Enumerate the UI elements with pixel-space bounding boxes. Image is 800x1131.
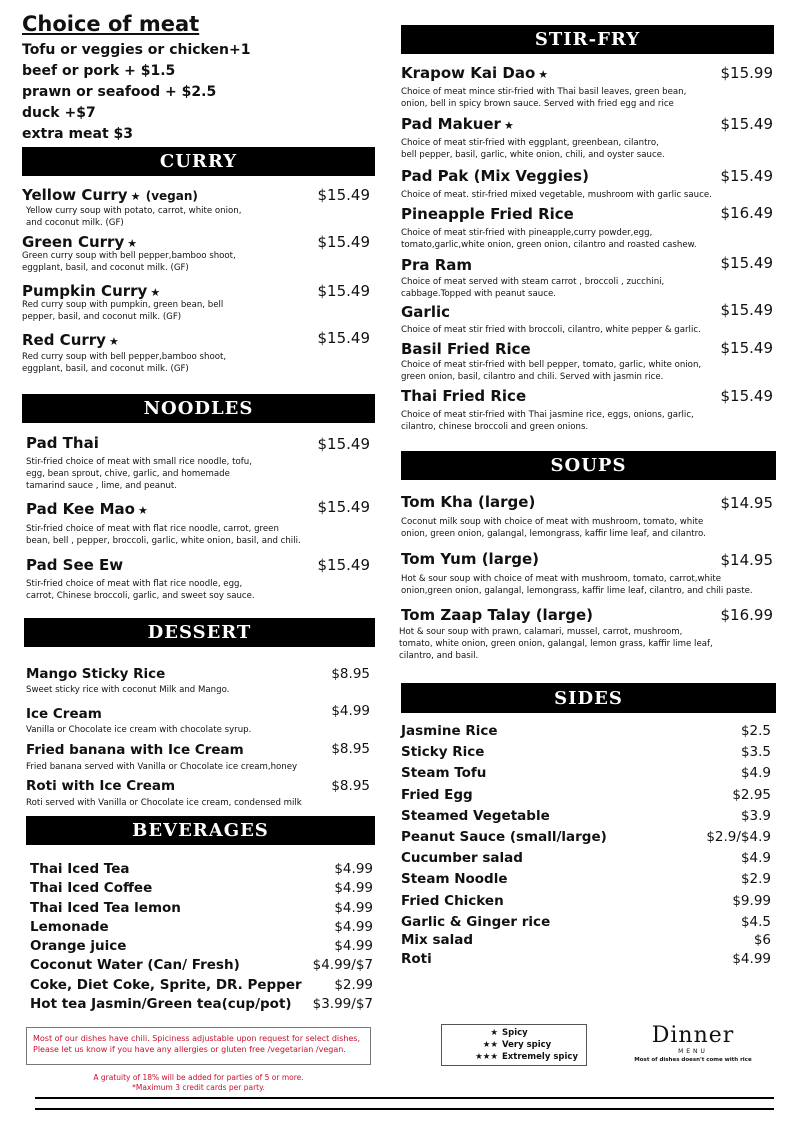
footer-divider — [35, 1108, 774, 1110]
item-price: $4.99/$7 — [312, 957, 373, 974]
footer-divider — [35, 1097, 774, 1099]
item-price: $15.49 — [720, 254, 773, 272]
side-row — [401, 932, 771, 951]
item-name: Fried Egg — [401, 786, 473, 803]
item-price: $15.49 — [317, 282, 370, 300]
item-description: Vanilla or Chocolate ice cream with chocolate syrup. — [26, 725, 252, 735]
side-row — [401, 951, 771, 970]
item-name: Sticky Rice — [401, 744, 485, 761]
item-description: Choice of meat mince stir-fried with Thai basil leaves, green bean, onion, bell in spicy brown sauce. Served with fried egg and rice — [401, 87, 687, 109]
item-price: $9.99 — [732, 892, 771, 909]
item-name: Tom Yum (large) — [401, 550, 539, 568]
item-price: $15.49 — [720, 167, 773, 185]
chili-notice-box — [26, 1027, 371, 1065]
spicy-star-icon: ★ — [127, 237, 138, 250]
item-price: $4.5 — [740, 913, 771, 930]
spicy-star-icon: ★ — [150, 286, 161, 299]
side-row — [401, 829, 771, 850]
side-row — [401, 808, 771, 829]
item-description: Stir-fried choice of meat with flat rice noodle, egg, carrot, Chinese broccoli, garlic, and sweet soy sauce. — [26, 579, 255, 601]
spice-legend — [441, 1024, 587, 1066]
beverage-row — [30, 938, 373, 957]
beverage-row — [30, 900, 373, 919]
meat-options — [22, 40, 250, 145]
item-description: Yellow curry soup with potato, carrot, white onion, and coconut milk. (GF) — [26, 206, 242, 228]
legend-row — [442, 1027, 586, 1039]
item-name: Steam Tofu — [401, 765, 487, 782]
spicy-star-icon: ★ — [538, 68, 549, 81]
item-name: Steam Noodle — [401, 871, 508, 888]
item-description: Choice of meat served with steam carrot , broccoli , zucchini, cabbage.Topped with peanut sauce. — [401, 277, 665, 299]
item-name: Jasmine Rice — [401, 723, 498, 739]
beverage-row — [30, 861, 373, 880]
item-name: Green Curry — [22, 233, 125, 251]
item-description: Stir-fried choice of meat with flat rice noodle, carrot, green bean, bell , pepper, broccoli, garlic, white onion, basil, and chili. — [26, 524, 301, 546]
side-row — [401, 765, 771, 786]
item-price: $16.49 — [720, 204, 773, 222]
item-description: Choice of meat stir-fried with pineapple,curry powder,egg, tomato,garlic,white onion, green onion, cilantro and roasted cashew. — [401, 228, 697, 250]
item-name: Pineapple Fried Rice — [401, 205, 574, 223]
beverage-row — [30, 996, 373, 1015]
item-description: Hot & sour soup with prawn, calamari, mussel, carrot, mushroom, tomato, white onion, green onion, galangal, lemon grass, kaffir lime leaf, cilantro, and basil. — [399, 627, 713, 661]
item-price: $15.49 — [720, 301, 773, 319]
item-price: $2.9 — [740, 871, 771, 888]
item-name: Basil Fried Rice — [401, 340, 531, 358]
item-price: $15.49 — [317, 435, 370, 453]
item-price: $4.99 — [732, 950, 771, 967]
noodles-header: NOODLES — [22, 394, 375, 423]
beverage-row — [30, 880, 373, 899]
meat-option: Tofu or veggies or chicken+1 — [22, 42, 251, 58]
item-description: Choice of meat stir-fried with eggplant, greenbean, cilantro, bell pepper, basil, garlic, white onion, chili, and oyster sauce. — [401, 138, 665, 160]
item-price: $16.99 — [720, 606, 773, 624]
curry-header: CURRY — [22, 147, 375, 176]
item-description: Green curry soup with bell pepper,bamboo shoot, eggplant, basil, and coconut milk. (GF) — [22, 251, 236, 273]
dessert-header: DESSERT — [24, 618, 375, 647]
item-description: Sweet sticky rice with coconut Milk and Mango. — [26, 685, 230, 695]
spicy-star-icon: ★ — [137, 504, 148, 517]
item-name: Thai Fried Rice — [401, 387, 527, 405]
item-name: Pad Kee Mao — [26, 500, 135, 518]
item-name: Roti with Ice Cream — [26, 778, 176, 794]
item-price: $15.49 — [720, 339, 773, 357]
item-price: $4.99 — [334, 899, 373, 916]
beverage-row — [30, 957, 373, 976]
beverage-list — [30, 861, 373, 1015]
beverage-row — [30, 919, 373, 938]
item-description: Red curry soup with bell pepper,bamboo shoot, eggplant, basil, and coconut milk. (GF) — [22, 352, 227, 374]
item-price: $15.49 — [317, 233, 370, 251]
sides-list — [401, 723, 771, 970]
sides-header: SIDES — [401, 683, 776, 713]
item-price: $15.49 — [317, 329, 370, 347]
item-price: $8.95 — [331, 666, 370, 682]
item-name: Lemonade — [30, 918, 109, 935]
meat-title: Choice of meat — [22, 12, 200, 36]
item-price: $3.9 — [740, 807, 771, 824]
item-price: $6 — [753, 931, 771, 948]
item-name: Pad Thai — [26, 434, 99, 452]
item-description: Hot & sour soup with choice of meat with mushroom, tomato, carrot,white onion,green onion, galangal, lemongrass, kaffir lime leaf, cilantro, and chili paste. — [401, 574, 753, 596]
item-description: Stir-fried choice of meat with small rice noodle, tofu, egg, bean sprout, chive, garlic, and homemade tamarind sauce , lime, and peanut. — [26, 457, 252, 491]
item-price: $4.99 — [334, 938, 373, 955]
star-icon: ★ — [490, 1028, 498, 1038]
item-price: $4.9 — [740, 765, 771, 782]
item-price: $4.9 — [740, 850, 771, 867]
spicy-star-icon: ★ — [130, 190, 141, 203]
item-name: Mix salad — [401, 931, 474, 948]
item-price: $2.5 — [740, 723, 771, 739]
credit-card-note: *Maximum 3 credit cards per party. — [132, 1083, 265, 1092]
item-price: $4.99 — [334, 880, 373, 897]
gratuity-note: A gratuity of 18% will be added for parties of 5 or more. — [93, 1073, 304, 1082]
item-name: Ice Cream — [26, 706, 102, 722]
legend-label: Spicy — [502, 1028, 528, 1038]
item-name: Fried banana with Ice Cream — [26, 742, 244, 758]
item-description: Choice of meat stir-fried with Thai jasmine rice, eggs, onions, garlic, cilantro, chinese broccoli and green onions. — [401, 410, 694, 432]
legend-label: Extremely spicy — [502, 1052, 578, 1062]
item-name: Thai Iced Tea — [30, 861, 130, 877]
item-price: $15.49 — [317, 186, 370, 204]
side-row — [401, 893, 771, 914]
item-price: $2.9/$4.9 — [706, 828, 771, 845]
item-name: Hot tea Jasmin/Green tea(cup/pot) — [30, 996, 292, 1013]
star-icon: ★★★ — [475, 1052, 498, 1062]
item-name: Pad Pak (Mix Veggies) — [401, 167, 589, 185]
item-name: Pad See Ew — [26, 556, 124, 574]
item-price: $15.49 — [720, 115, 773, 133]
item-price: $2.95 — [732, 786, 771, 803]
item-description: Choice of meat stir fried with broccoli, cilantro, white pepper & garlic. — [401, 325, 701, 335]
item-name: Coconut Water (Can/ Fresh) — [30, 957, 240, 974]
item-name: Pumpkin Curry — [22, 282, 148, 300]
item-name: Cucumber salad — [401, 850, 523, 867]
item-price: $15.49 — [317, 556, 370, 574]
item-note: (vegan) — [145, 189, 198, 203]
item-price: $3.99/$7 — [312, 996, 373, 1013]
star-icon: ★★ — [482, 1040, 498, 1050]
item-description: Choice of meat stir-fried with bell pepper, tomato, garlic, white onion, green onion, basil, cilantro and chili. Served with jasmin rice. — [401, 360, 702, 382]
item-price: $14.95 — [720, 494, 773, 512]
item-name: Thai Iced Coffee — [30, 880, 153, 897]
item-name: Roti — [401, 950, 432, 967]
soups-header: SOUPS — [401, 451, 776, 480]
item-price: $8.95 — [331, 741, 370, 757]
spicy-star-icon: ★ — [108, 335, 119, 348]
item-name: Thai Iced Tea lemon — [30, 899, 181, 916]
item-price: $3.5 — [740, 744, 771, 761]
item-price: $4.99 — [334, 918, 373, 935]
menu-rice-note: Most of dishes doesn't come with rice — [634, 1057, 752, 1063]
item-description: Roti served with Vanilla or Chocolate ice cream, condensed milk — [26, 798, 302, 808]
side-row — [401, 744, 771, 765]
legend-row — [442, 1039, 586, 1051]
item-name: Pra Ram — [401, 256, 473, 274]
item-price: $14.95 — [720, 551, 773, 569]
item-name: Fried Chicken — [401, 892, 504, 909]
meat-option: prawn or seafood + $2.5 — [22, 84, 217, 100]
item-name: Krapow Kai Dao — [401, 64, 536, 82]
item-price: $15.99 — [720, 64, 773, 82]
item-name: Garlic & Ginger rice — [401, 913, 551, 930]
item-price: $15.49 — [720, 387, 773, 405]
side-row — [401, 787, 771, 808]
item-name: Tom Kha (large) — [401, 493, 536, 511]
meat-option: beef or pork + $1.5 — [22, 63, 176, 79]
side-row — [401, 723, 771, 744]
item-description: Fried banana served with Vanilla or Chocolate ice cream,honey — [26, 762, 298, 772]
meat-option: duck +$7 — [22, 105, 96, 121]
legend-label: Very spicy — [502, 1040, 552, 1050]
item-description: Choice of meat. stir-fried mixed vegetable, mushroom with garlic sauce. — [401, 190, 712, 200]
item-name: Peanut Sauce (small/large) — [401, 828, 607, 845]
item-name: Yellow Curry — [22, 186, 128, 204]
item-name: Red Curry — [22, 331, 106, 349]
item-description: Coconut milk soup with choice of meat with mushroom, tomato, white onion, green onion, galangal, lemongrass, kaffir lime leaf, and cilantro. — [401, 517, 706, 539]
meat-option: extra meat $3 — [22, 126, 134, 142]
item-price: $4.99 — [334, 861, 373, 877]
item-name: Steamed Vegetable — [401, 807, 550, 824]
item-name: Coke, Diet Coke, Sprite, DR. Pepper — [30, 976, 302, 993]
side-row — [401, 871, 771, 892]
item-name: Tom Zaap Talay (large) — [401, 606, 593, 624]
beverage-row — [30, 977, 373, 996]
item-price: $4.99 — [331, 703, 370, 719]
legend-row — [442, 1051, 586, 1063]
item-name: Garlic — [401, 303, 451, 321]
item-name: Mango Sticky Rice — [26, 666, 166, 682]
side-row — [401, 914, 771, 932]
beverages-header: BEVERAGES — [26, 816, 375, 845]
spicy-star-icon: ★ — [503, 119, 514, 132]
item-price: $15.49 — [317, 498, 370, 516]
chili-notice-text: Most of our dishes have chili. Spiciness adjustable upon request for select dishes, Please let us know if you have any allergies or gluten free /vegetarian /vegan. — [33, 1034, 361, 1054]
item-price: $8.95 — [331, 778, 370, 794]
stirfry-header: STIR-FRY — [401, 25, 774, 54]
menu-title: Dinner — [651, 1023, 735, 1048]
dinner-menu-logo — [628, 1024, 758, 1064]
side-row — [401, 850, 771, 871]
item-name: Orange juice — [30, 938, 127, 955]
item-name: Pad Makuer — [401, 115, 501, 133]
menu-subtitle: MENU — [678, 1048, 708, 1055]
item-price: $2.99 — [334, 976, 373, 993]
item-description: Red curry soup with pumpkin, green bean, bell pepper, basil, and coconut milk. (GF) — [22, 300, 224, 322]
